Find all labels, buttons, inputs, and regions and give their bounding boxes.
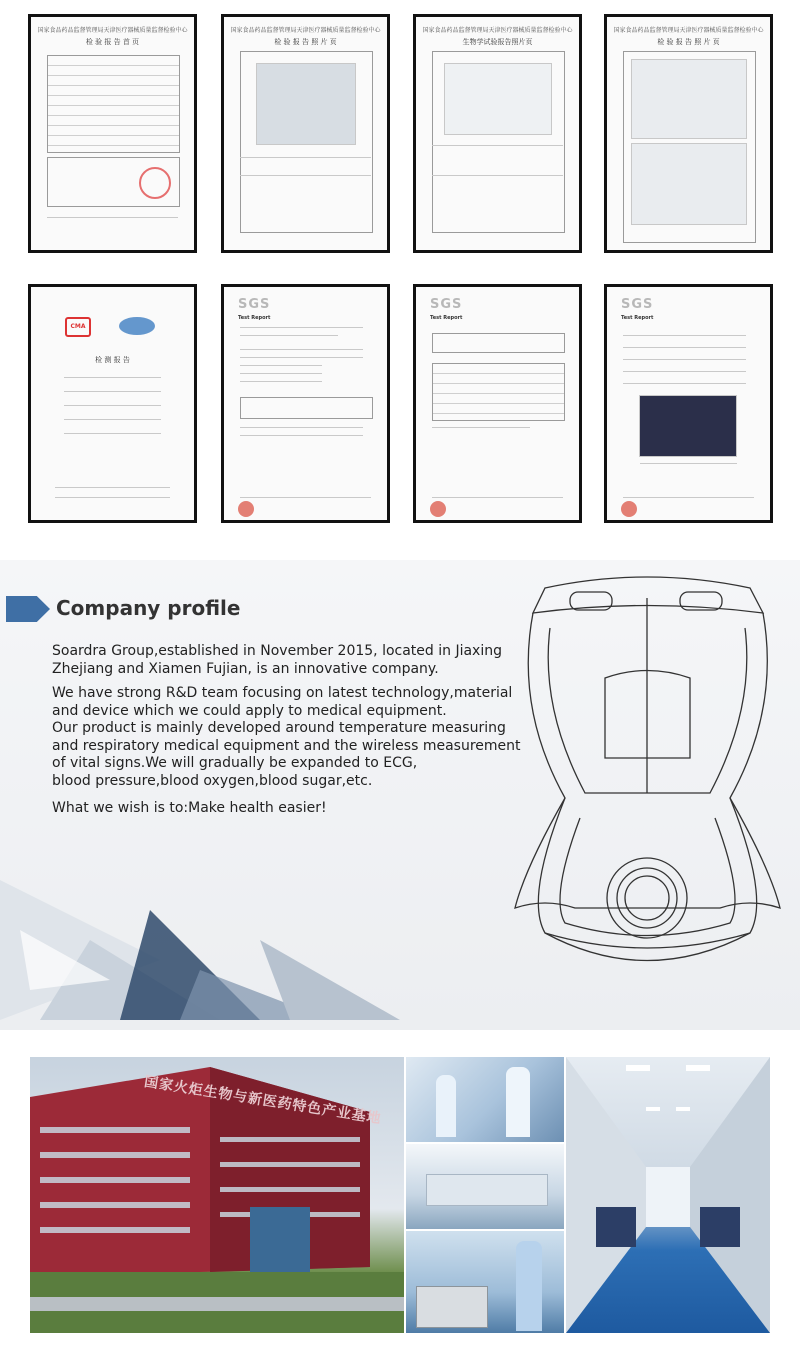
lab-photo-1 — [406, 1057, 564, 1142]
cert-title: 国家食品药品监督管理局天津医疗器械质量监督检验中心 — [37, 27, 188, 34]
mask-line-drawing — [505, 568, 790, 993]
building-sign: 国家火炬生物与新医药特色产业基地 — [143, 1073, 383, 1128]
cert-title: 国家食品药品监督管理局天津医疗器械质量监督检验中心 — [230, 27, 381, 34]
heading-accent-icon — [6, 596, 50, 622]
cert-title: Test Report — [621, 315, 654, 321]
cert-title: 检 测 报 告 — [95, 356, 130, 364]
profile-paragraph-3: What we wish is to:Make health easier! — [52, 800, 327, 816]
certificate-biology-test-photo-page — [413, 14, 582, 253]
footer-seal — [621, 501, 637, 517]
footer-seal — [238, 501, 254, 517]
corridor-illustration — [566, 1057, 770, 1333]
result-table — [432, 363, 564, 421]
certificate-inspection-photo-page-2 — [604, 14, 773, 253]
cert-title: Test Report — [238, 315, 271, 321]
cert-subtitle: 检 验 报 告 照 片 页 — [657, 38, 720, 46]
certificate-cma-report — [28, 284, 197, 523]
cert-title: Test Report — [430, 315, 463, 321]
mask-photo-bottom — [631, 143, 747, 225]
profile-heading: Company profile — [56, 596, 241, 620]
sgs-logo: SGS — [430, 297, 463, 312]
sgs-logo: SGS — [238, 297, 271, 312]
red-stamp — [139, 167, 171, 199]
certificate-inspection-report-cover — [28, 14, 197, 253]
footer-seal — [430, 501, 446, 517]
profile-paragraph-2: We have strong R&D team focusing on latest technology,material and device which we could apply to medical equipment. Our product is mainly developed around temperature measuring and respiratory medical equipment and the wireless measurement of vital signs.We will gradually be expanded to ECG, blood pressure,blood oxygen,blood sugar,etc. — [52, 685, 521, 789]
factory-building-photo — [30, 1057, 404, 1333]
certificate-inspection-photo-page-1 — [221, 14, 390, 253]
cert-table — [47, 55, 179, 153]
certificate-sgs-report-2 — [413, 284, 582, 523]
result-table — [240, 397, 372, 419]
profile-paragraph-1: Soardra Group,established in November 2015, located in Jiaxing Zhejiang and Xiamen Fujian, is an innovative company. — [52, 643, 502, 677]
cert-subtitle: 检 验 报 告 首 页 — [85, 38, 140, 46]
decorative-triangles — [0, 820, 430, 1020]
cma-logo: CMA — [65, 317, 91, 337]
cert-subtitle: 检 验 报 告 照 片 页 — [274, 38, 337, 46]
cert-title: 国家食品药品监督管理局天津医疗器械质量监督检验中心 — [613, 27, 764, 34]
sample-table — [432, 333, 564, 353]
cert-subtitle: 生物学试验报告照片页 — [462, 38, 533, 46]
mask-photo-top — [631, 59, 747, 139]
certificate-sgs-report-1 — [221, 284, 390, 523]
lab-photo-2 — [406, 1144, 564, 1229]
product-bag-photo — [256, 63, 356, 145]
accreditation-logo — [119, 317, 155, 335]
lab-photo-3 — [406, 1231, 564, 1333]
company-profile-section — [0, 560, 800, 1030]
cert-title: 国家食品药品监督管理局天津医疗器械质量监督检验中心 — [422, 27, 573, 34]
cleanroom-corridor-photo — [566, 1057, 770, 1333]
sgs-logo: SGS — [621, 297, 654, 312]
mask-photo — [444, 63, 552, 135]
certificate-sgs-report-3 — [604, 284, 773, 523]
sample-photo — [639, 395, 737, 457]
